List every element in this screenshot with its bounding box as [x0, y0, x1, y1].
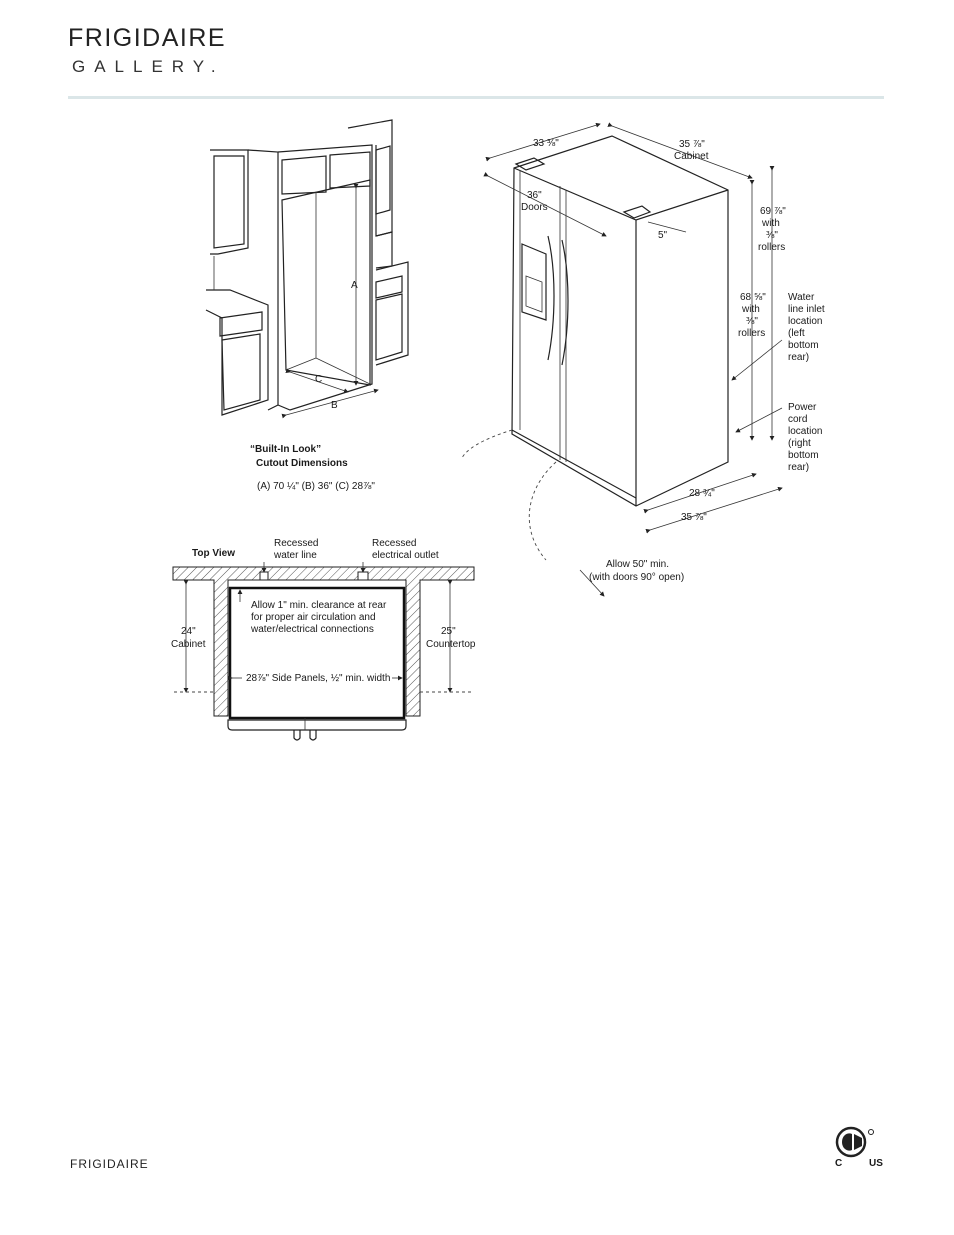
builtin-title-line2: Cutout Dimensions — [256, 458, 348, 469]
allow-note-1: Allow 50" min. — [606, 559, 670, 570]
depth-bottom-label: 28 ¾" — [689, 488, 715, 499]
builtin-title-line1: “Built-In Look” — [250, 444, 322, 455]
cabinet-caption: Cabinet — [674, 151, 709, 162]
width-bottom-label: 35 ⅞" — [681, 512, 707, 523]
clearance-note-3: water/electrical connections — [251, 624, 374, 635]
builtin-cutout-drawing — [206, 120, 408, 492]
top-view-drawing — [171, 538, 476, 740]
water-note-1: Water — [788, 292, 815, 303]
power-note-5: bottom — [788, 450, 819, 461]
power-note-3: location — [788, 426, 823, 437]
label-a: A — [351, 280, 358, 291]
water-line-label-1: Recessed — [274, 538, 319, 549]
cert-us-label: US — [869, 1158, 883, 1169]
height1-rollers: rollers — [758, 242, 786, 253]
power-note-6: rear) — [788, 462, 810, 473]
cabinet-depth-value: 24" — [181, 626, 196, 637]
power-note-1: Power — [788, 402, 817, 413]
height1-value: 69 ⅞" — [760, 206, 786, 217]
cert-c-label: C — [835, 1158, 843, 1169]
height2-roller-size: ⅜" — [746, 316, 758, 327]
power-note-4: (right — [788, 438, 811, 449]
side-panels-note: 28⅞" Side Panels, ½" min. width — [246, 673, 391, 684]
refrigerator-drawing — [462, 124, 825, 596]
height2-rollers: rollers — [738, 328, 766, 339]
cabinet-depth-caption: Cabinet — [171, 639, 206, 650]
height2-value: 68 ⅝" — [740, 292, 766, 303]
allow-note-2: (with doors 90° open) — [589, 572, 685, 583]
clearance-note-1: Allow 1" min. clearance at rear — [251, 600, 387, 611]
doors-caption: Doors — [521, 202, 548, 213]
height2-with: with — [742, 304, 760, 315]
width-cabinet-label: 35 ⅞" — [679, 139, 705, 150]
doors-width-label: 36" — [527, 190, 542, 201]
water-note-5: bottom — [788, 340, 819, 351]
builtin-dimensions: (A) 70 ¼" (B) 36" (C) 28⅞" — [257, 481, 375, 492]
outlet-label-1: Recessed — [372, 538, 417, 549]
hinge-dim-label: 5" — [658, 230, 668, 241]
sub-brand-name: GALLERY. — [72, 57, 225, 76]
top-view-title: Top View — [192, 548, 235, 559]
clearance-note-2: for proper air circulation and — [251, 612, 376, 623]
height1-with: with — [762, 218, 780, 229]
countertop-depth-caption: Countertop — [426, 639, 476, 650]
brand-name: FRIGIDAIRE — [68, 24, 227, 52]
outlet-label-2: electrical outlet — [372, 550, 439, 561]
depth-top-label: 33 ⅜" — [533, 138, 559, 149]
countertop-depth-value: 25" — [441, 626, 456, 637]
height1-roller-size: ⅜" — [766, 230, 778, 241]
water-note-6: rear) — [788, 352, 810, 363]
label-b: B — [331, 400, 338, 411]
water-note-2: line inlet — [788, 304, 825, 315]
power-note-2: cord — [788, 414, 808, 425]
footer-brand: FRIGIDAIRE — [70, 1157, 149, 1171]
water-note-3: location — [788, 316, 823, 327]
water-line-label-2: water line — [274, 550, 317, 561]
water-note-4: (left — [788, 328, 805, 339]
label-c: C — [315, 374, 323, 385]
